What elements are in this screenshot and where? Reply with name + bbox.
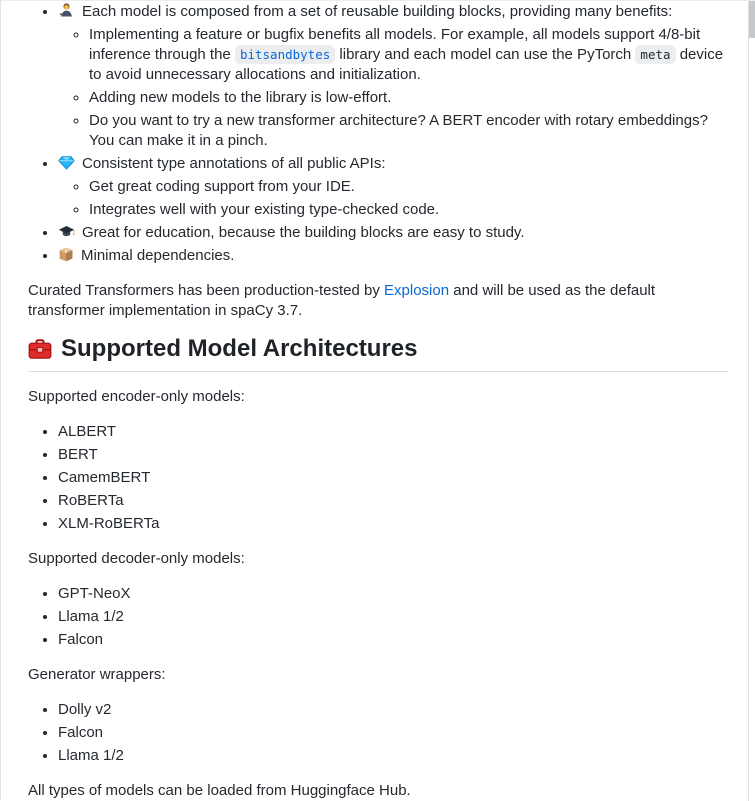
graduation-cap-icon xyxy=(58,223,75,240)
sub-item-type-checked: ◦ Integrates well with your existing type-checked code. xyxy=(89,200,728,220)
model-item: • Dolly v2 xyxy=(58,700,728,720)
huggingface-note: All types of models can be loaded from Huggingface Hub. xyxy=(28,782,411,799)
feature-item-building-blocks xyxy=(58,2,728,151)
decoder-intro: Supported decoder-only models: xyxy=(28,550,245,567)
package-icon xyxy=(58,246,74,263)
woman-teacher-icon xyxy=(58,2,75,19)
inline-code-bitsandbytes[interactable]: bitsandbytes xyxy=(235,45,335,64)
model-item: • BERT xyxy=(58,445,728,465)
scrollbar-thumb[interactable] xyxy=(749,1,755,38)
sub-item-low-effort: ◦ Adding new models to the library is low-effort. xyxy=(89,88,728,108)
decoder-models-list xyxy=(28,584,728,650)
text-part: device to avoid unnecessary allocations and initialization. xyxy=(89,46,724,83)
feature-text: Consistent type annotations of all public APIs: xyxy=(82,155,386,172)
section-heading-supported-model-architectures xyxy=(28,336,728,372)
explosion-link[interactable]: Explosion xyxy=(384,282,450,299)
bitsandbytes-link[interactable] xyxy=(235,46,335,63)
toolbox-icon xyxy=(28,338,52,360)
gem-icon xyxy=(58,154,75,171)
model-item: • Falcon xyxy=(58,723,728,743)
features-list xyxy=(28,2,728,266)
sub-item-bitsandbytes xyxy=(89,25,728,85)
text-part: and will be used as the default transformer implementation in spaCy 3.7. xyxy=(28,282,656,319)
scrollbar-track[interactable] xyxy=(748,1,749,801)
encoder-intro: Supported encoder-only models: xyxy=(28,388,245,405)
feature-item-dependencies xyxy=(58,246,728,266)
model-item: • GPT-NeoX xyxy=(58,584,728,604)
model-item: • Llama 1/2 xyxy=(58,746,728,766)
model-item: • RoBERTa xyxy=(58,491,728,511)
model-item: • Falcon xyxy=(58,630,728,650)
feature-sublist xyxy=(58,25,728,151)
text-part: Curated Transformers has been production-tested by xyxy=(28,282,385,299)
sub-item-new-architecture: ◦ Do you want to try a new transformer architecture? A BERT encoder with rotary embeddings? You can make it in a pinch. xyxy=(89,111,728,151)
model-item: • CamemBERT xyxy=(58,468,728,488)
inline-code-meta: meta xyxy=(635,45,675,64)
feature-text: Minimal dependencies. xyxy=(81,247,235,264)
sub-item-ide-support: ◦ Get great coding support from your IDE. xyxy=(89,177,728,197)
production-note xyxy=(28,281,728,321)
feature-text: Each model is composed from a set of reusable building blocks, providing many benefits: xyxy=(82,3,673,20)
generator-intro: Generator wrappers: xyxy=(28,666,166,683)
readme-content xyxy=(1,1,755,801)
encoder-models-list xyxy=(28,422,728,534)
text-part: library and each model can use the PyTorch xyxy=(335,46,636,63)
generator-models-list xyxy=(28,700,728,766)
feature-sublist xyxy=(58,177,728,220)
feature-item-type-annotations xyxy=(58,154,728,220)
feature-text: Great for education, because the building blocks are easy to study. xyxy=(82,224,525,241)
model-item: • Llama 1/2 xyxy=(58,607,728,627)
model-item: • ALBERT xyxy=(58,422,728,442)
feature-item-education xyxy=(58,223,728,243)
model-item: • XLM-RoBERTa xyxy=(58,514,728,534)
heading-text: Supported Model Architectures xyxy=(61,335,418,362)
text-part: Implementing a feature or bugfix benefits all models. For example, all models support 4/8-bit inference through the xyxy=(89,26,701,63)
